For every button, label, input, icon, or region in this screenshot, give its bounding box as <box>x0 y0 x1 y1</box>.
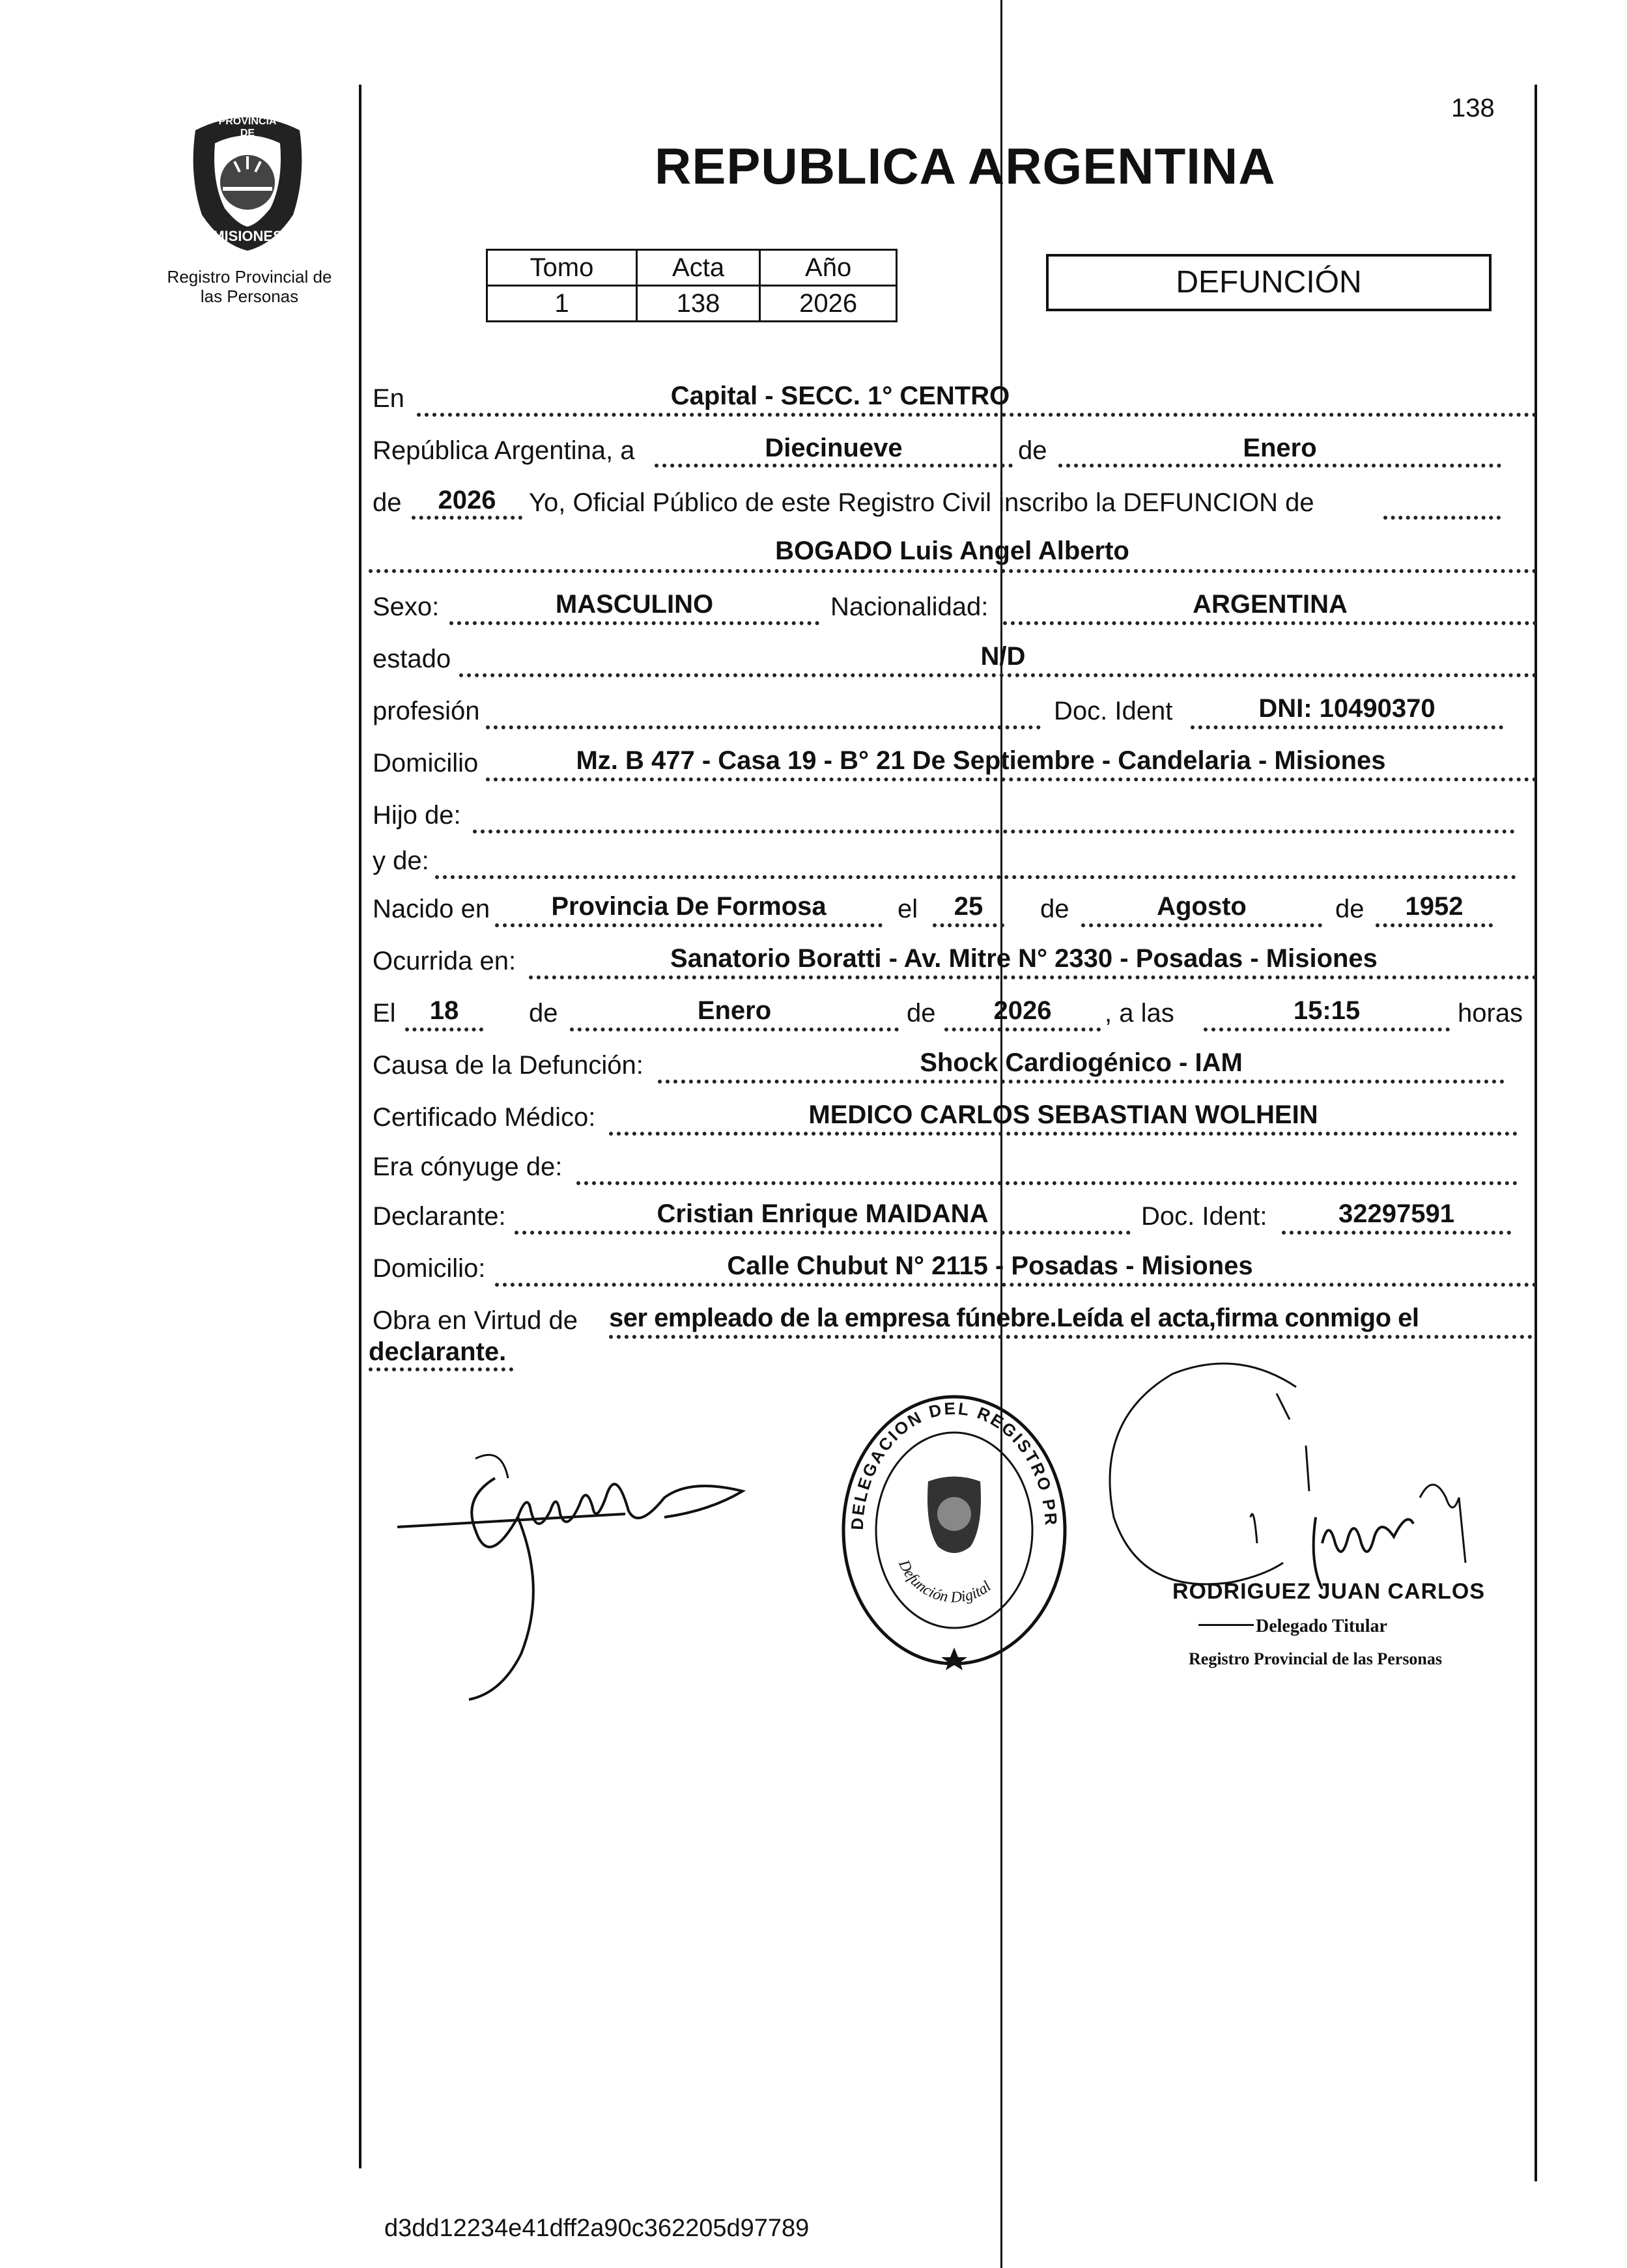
page-title: REPUBLICA ARGENTINA <box>655 137 1276 195</box>
stamp-inner-text: Defunción Digital <box>895 1557 995 1606</box>
address-value: Mz. B 477 - Casa 19 - B° 21 De Septiembre - Candelaria - Misiones <box>576 746 1386 775</box>
declarant-address-dots <box>495 1283 1537 1287</box>
table-header-anio: Año <box>760 250 897 286</box>
virtue-dots-2 <box>369 1367 513 1371</box>
en-dots <box>417 413 1537 417</box>
stamp-outer-text: DELEGACION DEL REGISTRO PR <box>847 1398 1062 1531</box>
svg-text:Defunción Digital <box>895 1557 995 1606</box>
official-role: Delegado Titular <box>1256 1616 1387 1636</box>
address-label: Domicilio <box>373 749 479 777</box>
en-label: En <box>373 384 404 413</box>
registry-name-line2: las Personas <box>200 287 299 306</box>
address-dots <box>486 777 1537 781</box>
table-value-acta: 138 <box>636 286 759 322</box>
de-label-5: de <box>529 999 558 1028</box>
day-value: Diecinueve <box>765 434 903 462</box>
de-label-6: de <box>907 999 936 1028</box>
declarant-dots <box>515 1231 1131 1235</box>
occurred-label: Ocurrida en: <box>373 947 516 975</box>
de-label-4: de <box>1335 895 1365 923</box>
official-name: RODRIGUEZ JUAN CARLOS <box>1172 1579 1486 1604</box>
El-label: El <box>373 999 396 1028</box>
declarant-label: Declarante: <box>373 1202 506 1231</box>
death-month-value: Enero <box>697 996 772 1025</box>
declarant-doc-dots <box>1282 1231 1511 1235</box>
declarant-doc-value: 32297591 <box>1338 1199 1454 1228</box>
death-year-value: 2026 <box>993 996 1052 1025</box>
document-hash: d3dd12234e41dff2a90c362205d97789 <box>384 2215 810 2242</box>
de-label-1: de <box>1018 436 1047 465</box>
profession-label: profesión <box>373 697 480 725</box>
table-header-tomo: Tomo <box>487 250 637 286</box>
death-day-value: 18 <box>429 996 459 1025</box>
sex-dots <box>449 621 819 625</box>
civil-status-label: estado <box>373 645 451 673</box>
sex-value: MASCULINO <box>555 590 714 619</box>
death-day-dots <box>405 1028 483 1031</box>
death-month-dots <box>570 1028 899 1031</box>
year-value: 2026 <box>438 486 496 514</box>
birth-place-dots <box>495 923 883 927</box>
child-of-label: Hijo de: <box>373 801 461 830</box>
de-label-2: de <box>373 488 402 517</box>
doc-value: DNI: 10490370 <box>1258 694 1436 723</box>
declarant-address-label: Domicilio: <box>373 1254 486 1283</box>
death-place-dots <box>529 975 1537 979</box>
month-value: Enero <box>1243 434 1317 462</box>
province-logo <box>176 104 319 254</box>
birth-day-dots <box>933 923 1004 927</box>
virtue-label: Obra en Virtud de <box>373 1306 578 1335</box>
cause-label: Causa de la Defunción: <box>373 1051 644 1080</box>
logo-bottom-text: MISIONES <box>212 228 283 244</box>
cause-value: Shock Cardiogénico - IAM <box>920 1048 1243 1077</box>
nationality-value: ARGENTINA <box>1193 590 1348 619</box>
declarant-signature <box>391 1420 769 1706</box>
virtue-text-1: ser empleado de la empresa fúnebre.Leída el acta,firma conmigo el <box>609 1304 1419 1332</box>
at-label: , a las <box>1105 999 1174 1028</box>
spouse-label: Era cónyuge de: <box>373 1153 563 1181</box>
name-dots <box>369 569 1537 573</box>
declarant-doc-label: Doc. Ident: <box>1141 1202 1267 1231</box>
left-margin-line <box>359 85 361 2168</box>
birth-day-value: 25 <box>954 892 983 921</box>
table-value-anio: 2026 <box>760 286 897 322</box>
declarant-value: Cristian Enrique MAIDANA <box>657 1199 989 1228</box>
de-label-3: de <box>1040 895 1069 923</box>
nationality-label: Nacionalidad: <box>830 593 989 621</box>
civil-status-dots <box>459 673 1537 677</box>
officer-text: Yo, Oficial Público de este Registro Civil inscribo la DEFUNCION de <box>529 488 1314 517</box>
death-year-dots <box>944 1028 1101 1031</box>
and-of-dots <box>435 875 1516 879</box>
officer-dots <box>1383 516 1501 520</box>
birth-month-dots <box>1081 923 1322 927</box>
declarant-address-value: Calle Chubut N° 2115 - Posadas - Misiones <box>727 1252 1253 1280</box>
day-dots <box>655 464 1013 468</box>
month-dots <box>1058 464 1501 468</box>
year-dots <box>412 516 522 520</box>
virtue-text-2: declarante. <box>369 1337 507 1366</box>
birth-place-value: Provincia De Formosa <box>551 892 827 921</box>
cause-dots <box>658 1080 1505 1084</box>
death-time-value: 15:15 <box>1293 996 1361 1025</box>
death-time-dots <box>1204 1028 1450 1031</box>
profession-dots <box>486 725 1041 729</box>
sex-label: Sexo: <box>373 593 440 621</box>
el-label: el <box>898 895 918 923</box>
doctor-value: MEDICO CARLOS SEBASTIAN WOLHEIN <box>808 1100 1318 1129</box>
table-value-tomo: 1 <box>487 286 637 322</box>
nationality-dots <box>1003 621 1537 625</box>
location-value: Capital - SECC. 1° CENTRO <box>670 382 1010 410</box>
child-of-dots <box>473 830 1515 833</box>
republic-label: República Argentina, a <box>373 436 635 465</box>
record-table <box>486 249 898 322</box>
birth-year-value: 1952 <box>1405 892 1464 921</box>
birth-year-dots <box>1376 923 1493 927</box>
page-number: 138 <box>1451 94 1495 122</box>
virtue-dots-1 <box>609 1335 1533 1339</box>
logo-top-text: PROVINCIA DE <box>218 116 277 139</box>
registry-name-line1: Registro Provincial de <box>167 267 332 287</box>
cert-label: Certificado Médico: <box>373 1103 596 1132</box>
deceased-name: BOGADO Luis Angel Alberto <box>775 537 1129 565</box>
doc-dots <box>1191 725 1503 729</box>
death-place-value: Sanatorio Boratti - Av. Mitre N° 2330 - Posadas - Misiones <box>670 944 1378 973</box>
doc-label: Doc. Ident <box>1054 697 1173 725</box>
civil-status-value: N/D <box>980 642 1026 671</box>
official-registry: Registro Provincial de las Personas <box>1189 1649 1443 1668</box>
born-label: Nacido en <box>373 895 490 923</box>
cert-dots <box>609 1132 1518 1136</box>
registry-stamp <box>837 1390 1071 1670</box>
right-margin-line <box>1535 85 1537 2181</box>
spouse-dots <box>576 1181 1518 1185</box>
and-of-label: y de: <box>373 847 429 875</box>
hours-label: horas <box>1458 999 1523 1028</box>
birth-month-value: Agosto <box>1157 892 1247 921</box>
table-header-acta: Acta <box>636 250 759 286</box>
official-role-line <box>1198 1624 1254 1626</box>
record-type-box: DEFUNCIÓN <box>1046 254 1492 311</box>
